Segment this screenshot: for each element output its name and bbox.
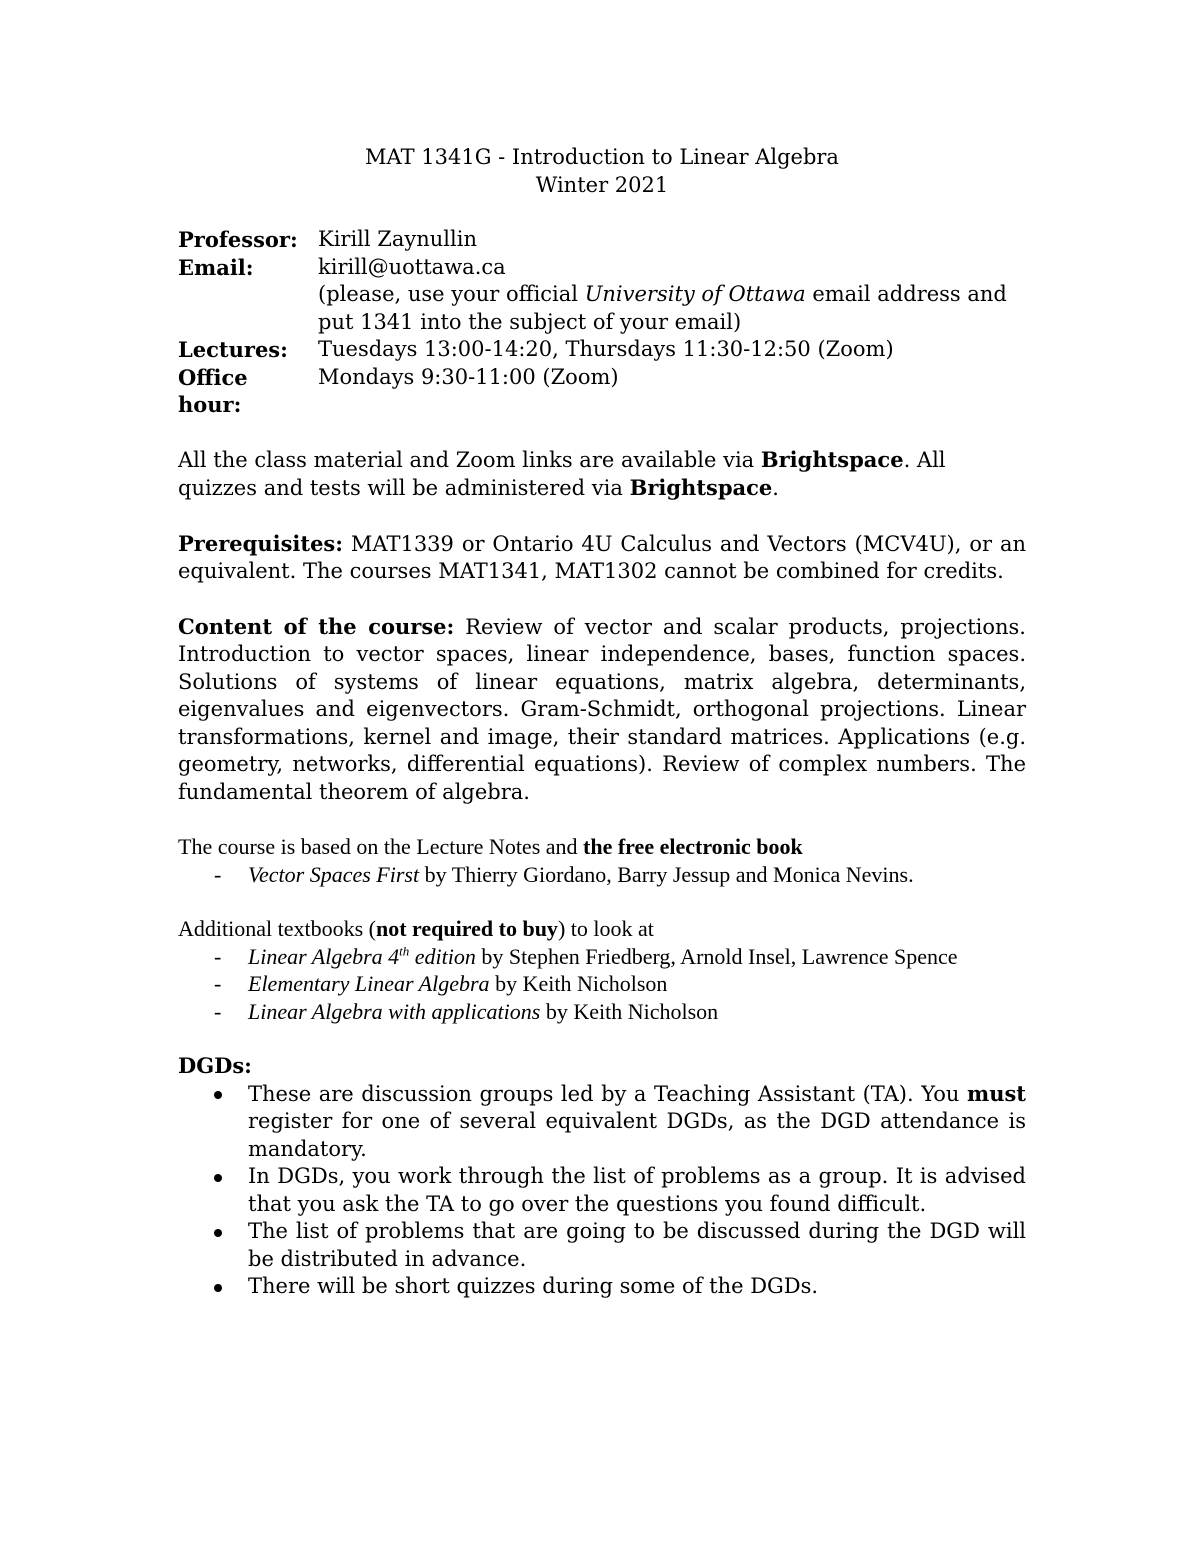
additional-books-list bbox=[178, 943, 1026, 1026]
professor-label: Professor: bbox=[178, 227, 298, 252]
list-item bbox=[178, 1163, 1026, 1218]
book-authors: by Thierry Giordano, Barry Jessup and Monica Nevins. bbox=[419, 861, 914, 887]
book-authors: by Keith Nicholson bbox=[540, 998, 719, 1024]
email-value bbox=[318, 254, 1026, 337]
bullet-icon bbox=[214, 1091, 222, 1099]
main-book-list bbox=[178, 861, 1026, 889]
main-book-intro-text: The course is based on the Lecture Notes and bbox=[178, 834, 584, 859]
main-book-section bbox=[178, 833, 1026, 888]
additional-intro-text-1: Additional textbooks ( bbox=[178, 916, 376, 941]
book-title: Elementary Linear Algebra bbox=[248, 971, 490, 996]
course-content-text: Review of vector and scalar products, projections. Introduction to vector spaces, linear independence, bases, function spaces. Solutions of systems of linear equations, matrix algebra, determinants, eigenvalues and eigenvectors. Gram-Schmidt, orthogonal projections. Linear transformations, kernel and image, their standard matrices. Applications (e.g. geometry, networks, differential equations). Review of complex numbers. The fundamental theorem of algebra. bbox=[178, 614, 1026, 804]
lectures-row bbox=[178, 336, 1026, 364]
email-note bbox=[318, 281, 1026, 336]
book-title-end: edition bbox=[409, 943, 476, 969]
list-item bbox=[178, 1218, 1026, 1273]
course-term: Winter 2021 bbox=[535, 172, 669, 197]
dgd-item-text: These are discussion groups led by a Teaching Assistant (TA). You bbox=[248, 1081, 967, 1106]
book-title-superscript: th bbox=[399, 943, 410, 959]
list-item bbox=[178, 1273, 1026, 1301]
office-hour-value: Mondays 9:30-11:00 (Zoom) bbox=[318, 364, 619, 389]
book-title: Vector Spaces First bbox=[248, 861, 420, 887]
course-content-paragraph bbox=[178, 613, 1026, 807]
dgd-item-text: In DGDs, you work through the list of problems as a group. It is advised that you ask the TA to go over the questions you found difficult. bbox=[248, 1164, 1026, 1216]
office-hour-label: Office hour: bbox=[178, 364, 248, 417]
brightspace-name-2: Brightspace bbox=[629, 475, 773, 500]
dgd-item-bold: must bbox=[966, 1080, 1026, 1106]
dgd-item-text-end: register for one of several equivalent DGDs, as the DGD attendance is mandatory. bbox=[248, 1109, 1026, 1161]
additional-intro-text-2: ) to look at bbox=[557, 916, 654, 941]
brightspace-paragraph bbox=[178, 446, 1026, 503]
email-note-end: email address and put 1341 into the subject of your email) bbox=[318, 282, 1007, 334]
prerequisites-label: Prerequisites: bbox=[178, 530, 344, 556]
prerequisites-paragraph bbox=[178, 530, 1026, 586]
bullet-icon bbox=[214, 1174, 222, 1182]
list-item bbox=[178, 970, 1026, 998]
book-title bbox=[248, 944, 476, 969]
list-item bbox=[178, 861, 1026, 889]
course-info-table bbox=[178, 226, 1026, 419]
professor-value: Kirill Zaynullin bbox=[318, 227, 477, 251]
dgds-heading: DGDs: bbox=[178, 1053, 252, 1078]
additional-books-section bbox=[178, 915, 1026, 1025]
email-label: Email: bbox=[178, 254, 254, 280]
dash-marker: - bbox=[214, 861, 222, 887]
dgds-section bbox=[178, 1052, 1026, 1301]
lectures-value: Tuesdays 13:00-14:20, Thursdays 11:30-12:50 (Zoom) bbox=[318, 337, 894, 361]
list-item bbox=[178, 998, 1026, 1026]
university-name: University of Ottawa bbox=[584, 282, 806, 306]
book-authors: by Keith Nicholson bbox=[489, 971, 668, 996]
course-content-label: Content of the course: bbox=[178, 613, 455, 639]
additional-intro-bold: not required to buy bbox=[375, 916, 558, 941]
additional-books-intro bbox=[178, 915, 1026, 943]
brightspace-text-2: . All quizzes and tests will be administered via bbox=[178, 447, 946, 500]
brightspace-text-3: . bbox=[772, 476, 779, 500]
dgd-item-text: The list of problems that are going to be discussed during the DGD will be distributed in advance. bbox=[248, 1219, 1026, 1271]
email-address[interactable]: kirill@uottawa.ca bbox=[318, 254, 506, 279]
brightspace-text-1: All the class material and Zoom links are available via bbox=[178, 447, 761, 472]
bullet-icon bbox=[214, 1284, 222, 1292]
main-book-intro bbox=[178, 833, 1026, 861]
professor-row bbox=[178, 226, 1026, 254]
office-hour-row bbox=[178, 364, 1026, 419]
dgds-list bbox=[178, 1080, 1026, 1301]
course-title: MAT 1341G - Introduction to Linear Algebra bbox=[365, 145, 839, 169]
main-book-intro-bold: the free electronic book bbox=[583, 834, 803, 859]
title-block bbox=[178, 144, 1026, 199]
list-item bbox=[178, 943, 1026, 971]
email-note-start: (please, use your official bbox=[318, 282, 585, 306]
bullet-icon bbox=[214, 1229, 222, 1237]
book-authors: by Stephen Friedberg, Arnold Insel, Lawrence Spence bbox=[475, 943, 958, 969]
dash-marker: - bbox=[214, 971, 222, 996]
dgd-item-text: There will be short quizzes during some of the DGDs. bbox=[248, 1274, 819, 1298]
lectures-label: Lectures: bbox=[178, 337, 288, 362]
book-title: Linear Algebra with applications bbox=[248, 998, 541, 1024]
book-title-text: Linear Algebra 4 bbox=[248, 943, 400, 969]
dash-marker: - bbox=[214, 943, 222, 969]
brightspace-name-1: Brightspace bbox=[760, 446, 904, 472]
list-item bbox=[178, 1080, 1026, 1164]
email-row bbox=[178, 254, 1026, 337]
prerequisites-text: MAT1339 or Ontario 4U Calculus and Vectors (MCV4U), or an equivalent. The courses MAT1341, MAT1302 cannot be combined for credits. bbox=[178, 531, 1026, 583]
dash-marker: - bbox=[214, 998, 222, 1024]
syllabus-page bbox=[178, 144, 1026, 1301]
